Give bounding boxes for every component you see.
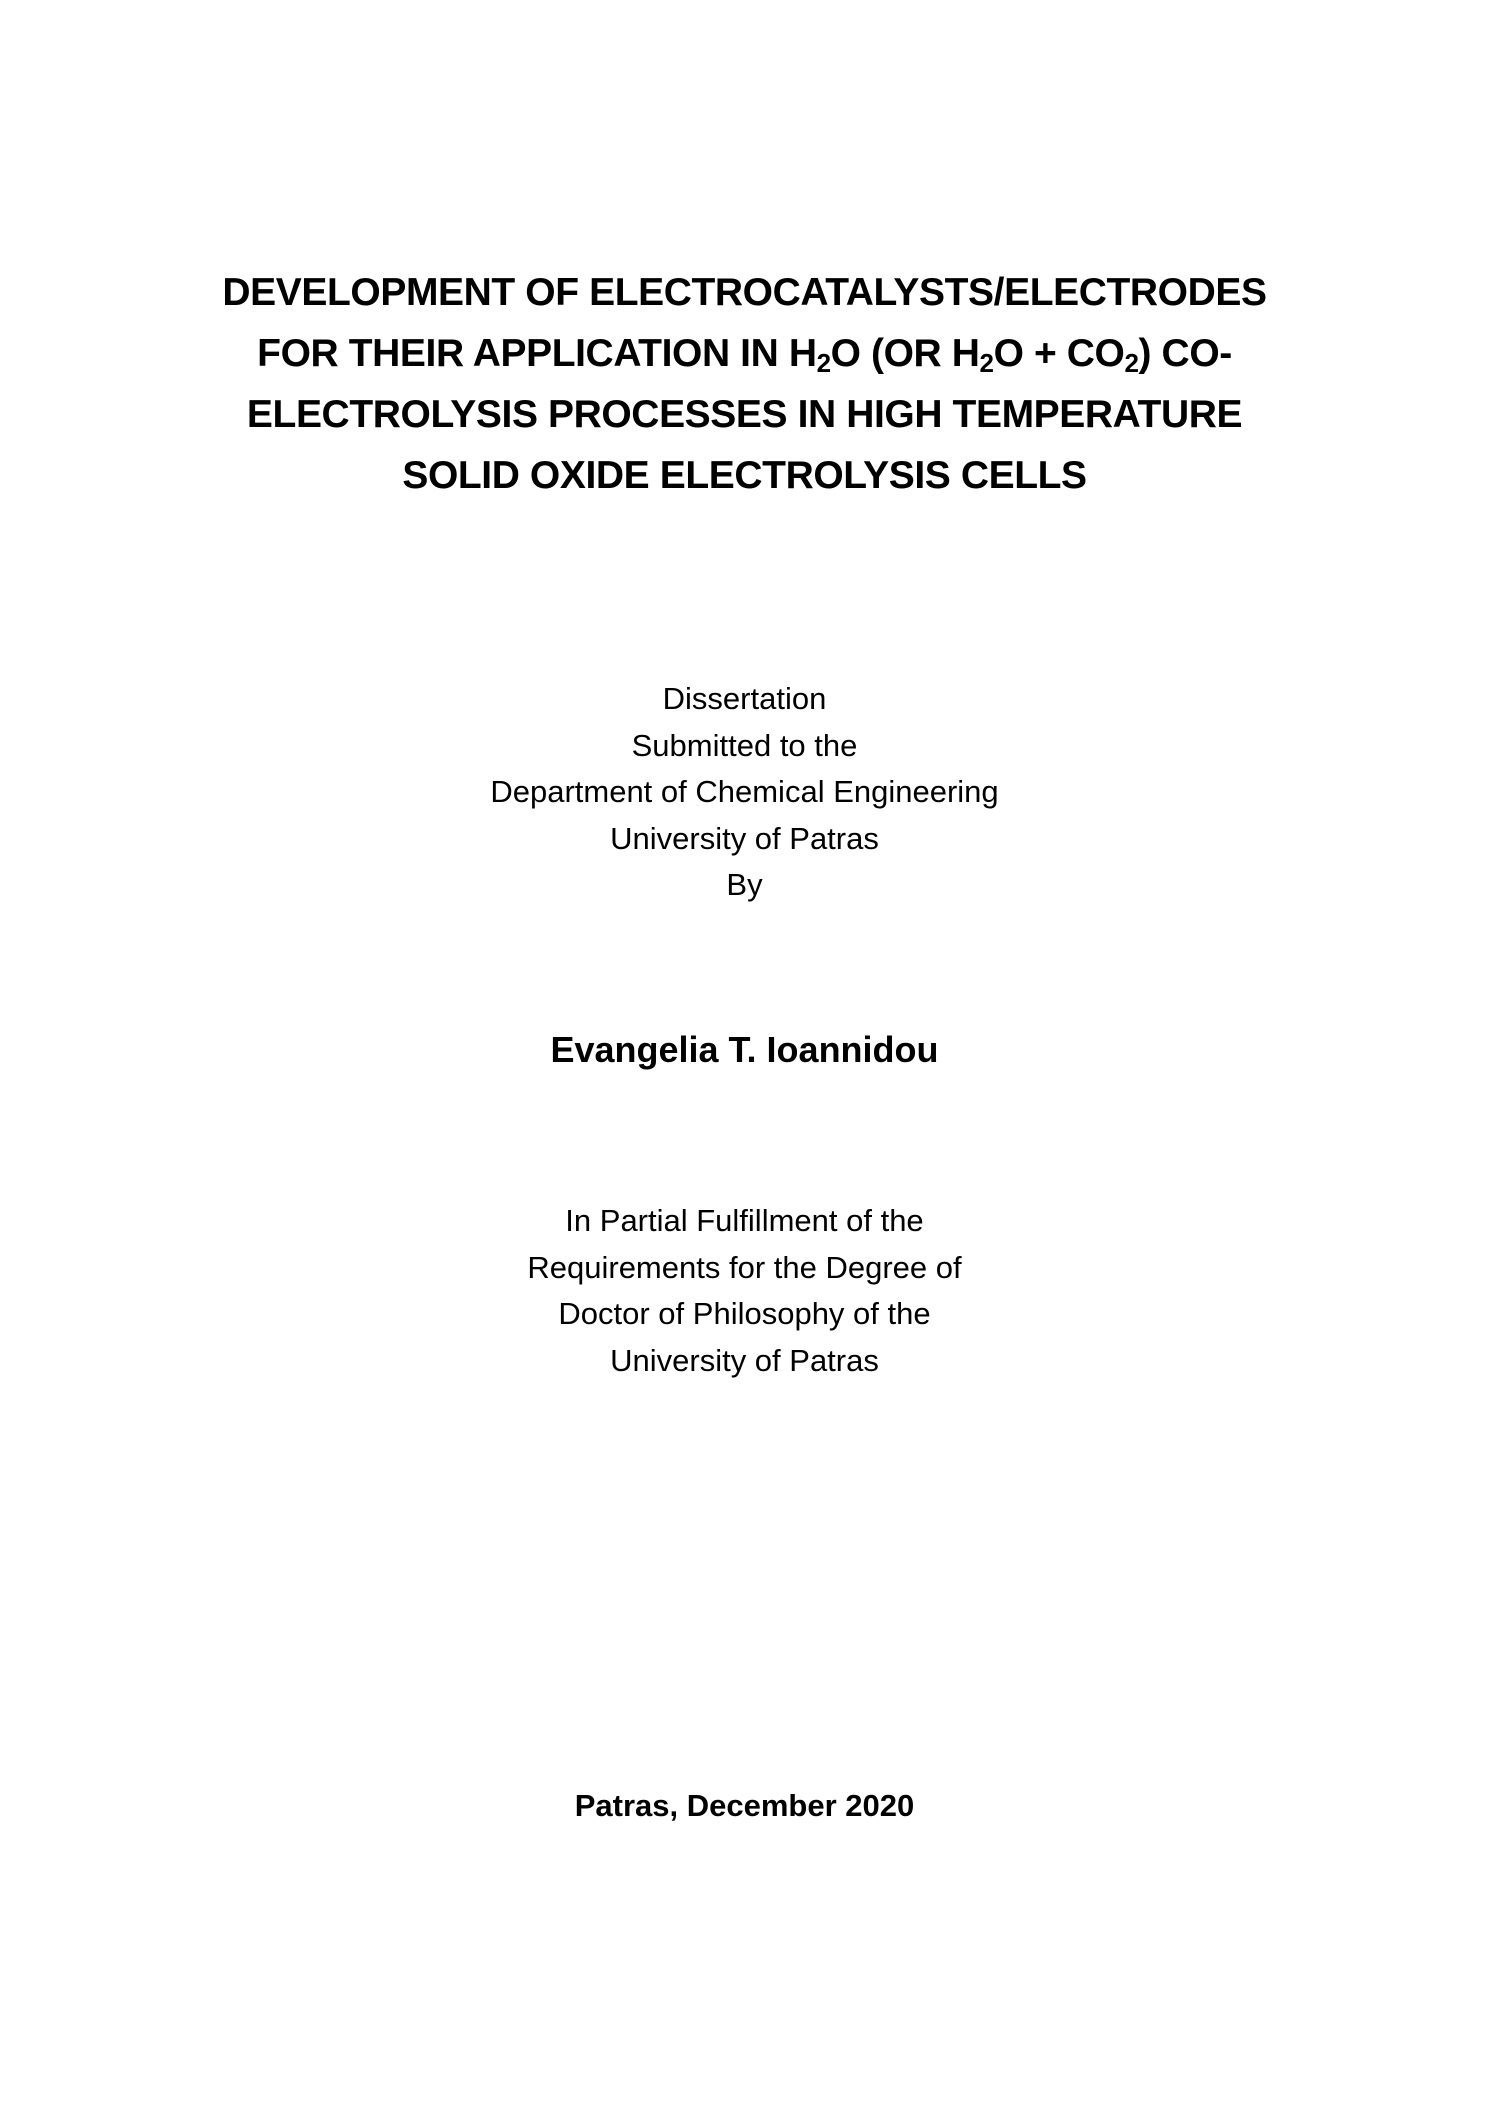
- subscript-2: 2: [979, 348, 994, 378]
- title-line-3: ELECTROLYSIS PROCESSES IN HIGH TEMPERATURE: [246, 393, 1243, 436]
- by-text: By: [726, 867, 763, 902]
- place-and-date: Patras, December 2020: [574, 1788, 915, 1823]
- subscript-2: 2: [816, 348, 831, 378]
- dissertation-title: [0, 262, 1489, 506]
- subscript-2: 2: [1124, 348, 1139, 378]
- submitted-to-text: Submitted to the: [631, 727, 858, 763]
- fulfillment-line-1: In Partial Fulfillment of the: [565, 1203, 924, 1238]
- title-line-2: [0, 323, 1489, 384]
- title-line-4: SOLID OXIDE ELECTROLYSIS CELLS: [402, 454, 1087, 497]
- fulfillment-line-4: University of Patras: [610, 1342, 879, 1378]
- title-line-2-part-b: O (OR H: [830, 332, 980, 375]
- title-line-2-part-d: ) CO-: [1138, 332, 1232, 375]
- title-line-2-part-a: FOR THEIR APPLICATION IN H: [257, 332, 817, 375]
- department-name: Department of Chemical Engineering: [490, 774, 999, 809]
- fulfillment-line-3: Doctor of Philosophy of the: [558, 1296, 931, 1331]
- university-name: University of Patras: [610, 820, 879, 856]
- title-line-1: DEVELOPMENT OF ELECTROCATALYSTS/ELECTRODES: [222, 271, 1267, 314]
- author-name: Evangelia T. Ioannidou: [550, 1029, 939, 1070]
- document-type: Dissertation: [662, 681, 827, 716]
- fulfillment-block: [0, 1198, 1489, 1384]
- title-line-2-part-c: O + CO: [993, 332, 1125, 375]
- submission-block: [0, 676, 1489, 909]
- fulfillment-line-2: Requirements for the Degree of: [527, 1249, 962, 1285]
